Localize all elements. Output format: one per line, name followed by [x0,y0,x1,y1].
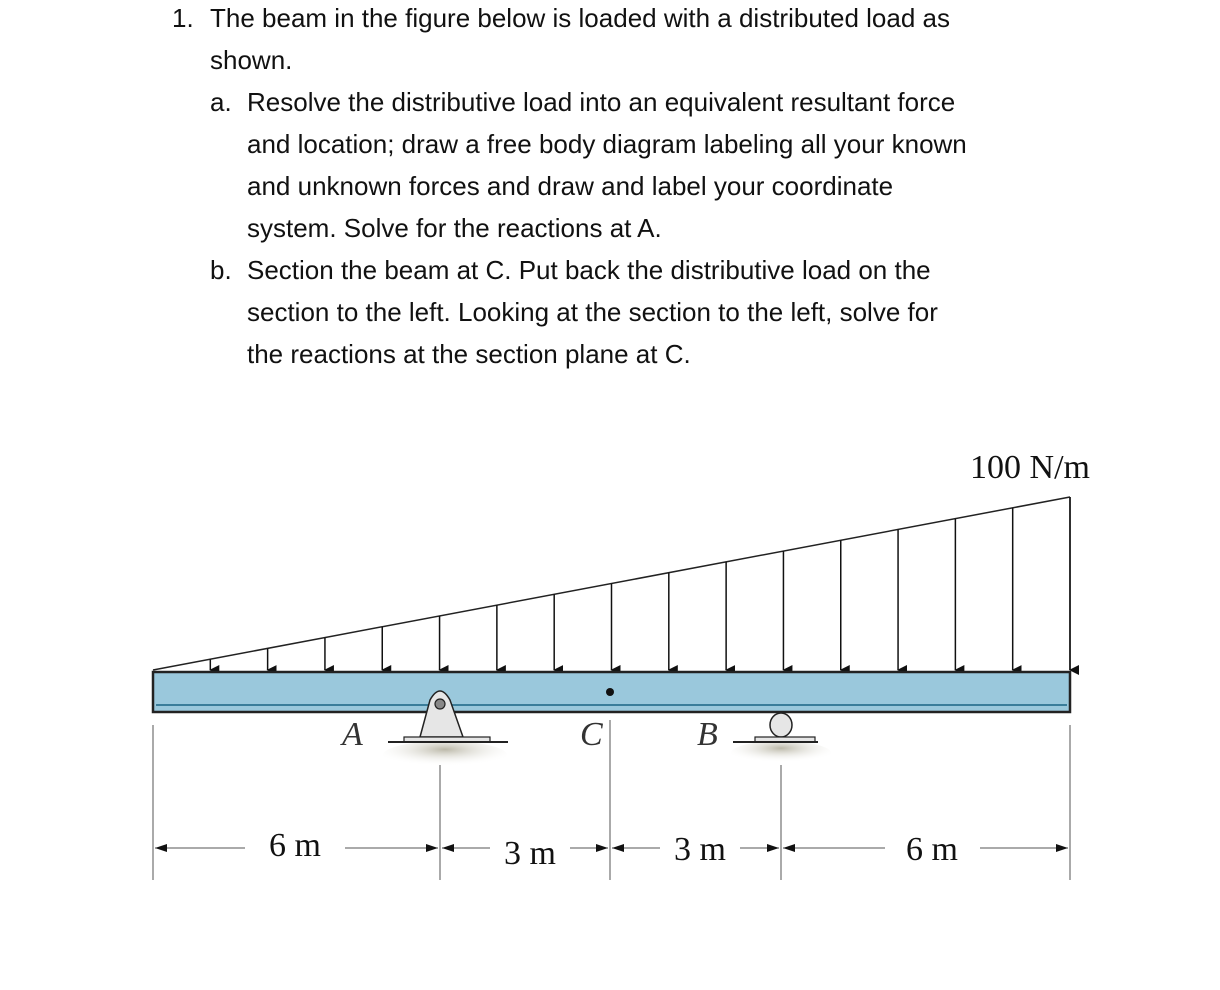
part-b-line: section to the left. Looking at the section to the left, solve for [247,297,938,327]
dimension-label: 6 m [906,831,958,868]
roller-support-b [731,713,831,765]
point-a-label: A [342,716,363,753]
dimension-label: 6 m [269,827,321,864]
part-b-line: the reactions at the section plane at C. [247,339,691,369]
part-a-line: system. Solve for the reactions at A. [247,213,662,243]
dimension-label: 3 m [504,835,556,872]
problem-line: The beam in the figure below is loaded with a distributed load as [210,3,950,33]
load-intensity-label: 100 N/m [970,449,1090,486]
point-b-label: B [697,716,718,753]
point-c-marker [606,688,614,696]
distributed-load [153,497,1070,670]
dimension-label: 3 m [674,831,726,868]
part-a-line: and location; draw a free body diagram labeling all your known [247,129,967,159]
part-b-marker: b. [210,255,232,285]
problem-number: 1. [172,3,194,33]
part-a-line: Resolve the distributive load into an equivalent resultant force [247,87,956,117]
part-a-marker: a. [210,87,232,117]
part-a-line: and unknown forces and draw and label your coordinate [247,171,894,201]
point-c-label: C [580,716,603,753]
problem-line: shown. [210,45,293,75]
part-b-line: Section the beam at C. Put back the distributive load on the [247,255,931,285]
